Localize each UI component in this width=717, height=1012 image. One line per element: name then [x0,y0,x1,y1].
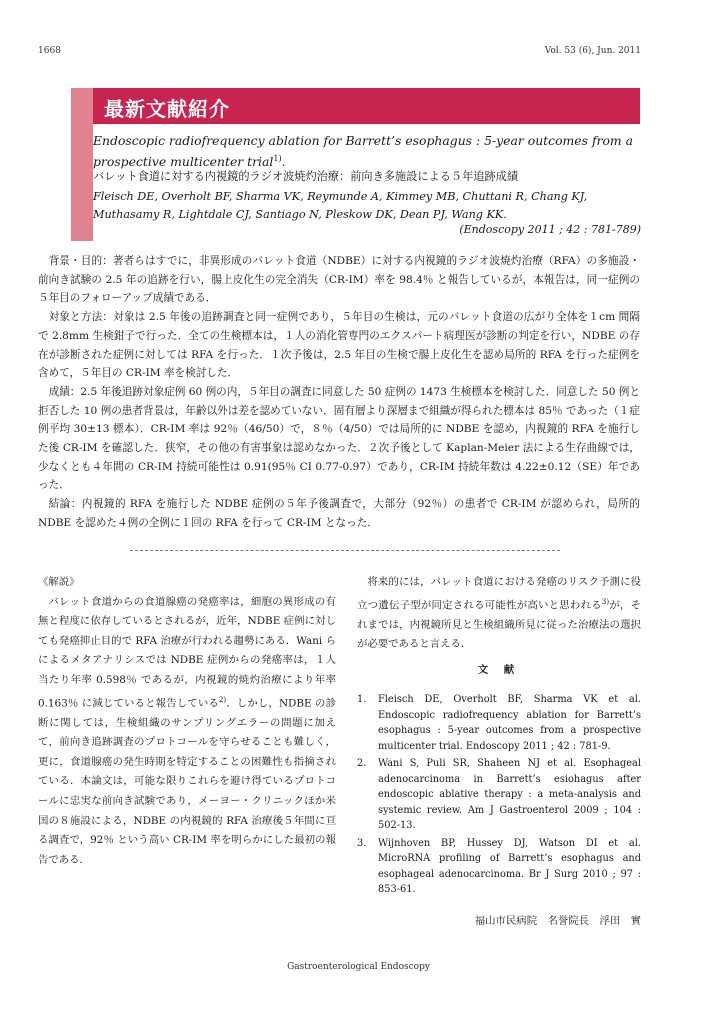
commentary-ref-2: 3) [601,597,610,606]
section-divider [130,550,560,551]
commentary-heading: 《解説》 [38,576,80,588]
summary-methods: 対象と方法：対象は 2.5 年後の追跡調査と同一症例であり，５年目の生検は，元のバレット食道の広がり全体を１cm 間隔で 2.8mm 生検鉗子で行った．全ての生検標本は，１人の消化管専門のエクスパート病理医が診断の判定を行い，NDBE の存在が診断された症例に対しては RFA を行った．１次予後は，2.5 年目の生検で腸上皮化生を認め局所的 RFA を行った症例を含めて，５年目の CR‑IM 率を検討した． [38,311,640,380]
commentary-paragraph [38,593,336,871]
section-side-bar [71,88,93,241]
article-title-text: Endoscopic radiofrequency ablation for Barrett’s esophagus : 5‑year outcomes from a prospective multicenter trial [93,133,633,170]
summary-conclusion: 結論：内視鏡的 RFA を施行した NDBE 症例の５年予後調査で，大部分（92％）の患者で CR‑IM が認められ，局所的 NDBE を認めた４例の全例に１回の RFA を行って CR‑IM となった． [38,498,640,529]
commentary-text: バレット食道からの食道腺癌の発癌率は，細胞の異形成の有無と程度に依存しているとされるが，近年，NDBE 症例に対しても発癌抑止目的で RFA 治療が行われる趨勢にある．Wani らによるメタアナリシスでは NDBE 症例からの発癌率は，１人当たり年率 0.598％ であるが，内視鏡的焼灼治療により年率 0.163％ に減じていると報告している [38,595,336,710]
references-heading: 文 献 [477,663,521,676]
reference-number: 2. [357,758,367,770]
summary-background: 背景・目的：著者らはすでに，非異形成のバレット食道（NDBE）に対する内視鏡的ラジオ波焼灼治療（RFA）の多施設・前向き試験の 2.5 年の追跡を行い，腸上皮化生の完全消失（CR‑IM）率を 98.4％ と報告しているが，本報告は，同一症例の５年目のフォローアップ成績である． [38,255,640,305]
reference-item [357,836,641,898]
article-authors: Fleisch DE, Overholt BF, Sharma VK, Reymunde A, Kimmey MB, Chuttani R, Chang KJ, Muthasamy R, Lightdale CJ, Santiago N, Pleskow DK, Dean PJ, Wang KK. [93,190,588,221]
author-affiliation: 福山市民病院 名誉院長 浮田 實 [474,914,641,927]
reference-item [357,692,641,754]
commentary-text-cont: ．しかし，NDBE の診断に関しては，生検組織のサンプリングエラーの問題に加えて，前向き追跡調査のプロトコールを守らせることも難しく，更に，食道腺癌の発生時期を特定することの困難性も指摘されている．本論文は，可能な限りこれらを避け得ているプロトコールに忠実な前向き試験であり，メーヨー・クリニックほか米国の８施設による，NDBE の内視鏡的 RFA 治療後５年間に亘る調査で，92％ という高い CR‑IM 率を明らかにした最初の報告である． [38,697,336,866]
article-title [93,132,641,171]
journal-volume-info: Vol. 53 (6), Jun. 2011 [544,46,641,56]
reference-item [357,756,641,834]
reference-number: 3. [357,837,367,849]
page-number: 1668 [38,46,61,56]
article-citation: (Endoscopy 2011 ; 42 : 781‑789) [459,223,641,236]
reference-text: Wani S, Puli SR, Shaheen NJ et al. Esophageal adenocarcinoma in Barrett’s esiohagus after endoscopic ablative therapy : a meta‑analysis and systemic review. Am J Gastroenterol 2009 ; 104 : 502‑13. [378,758,641,832]
article-title-ref: 1) [273,154,282,163]
journal-footer: Gastroenterological Endoscopy [287,962,430,972]
abstract-summary [38,252,640,533]
article-title-suffix: . [281,154,286,170]
summary-results: 成績：2.5 年後追跡対象症例 60 例の内，５年目の調査に同意した 50 症例の 1473 生検標本を検討した．同意した 50 例と拒否した 10 例の患者背景は，年齢以外は差を認めていない．固有層より深層まで組織が得られた標本は 85％ であった（１症例平均 30±13 標本）．CR‑IM 率は 92％（46/50）で，８％（4/50）では局所的に NDBE を認め，内視鏡的 RFA を施行した後 CR‑IM を確認した．狭窄，その他の有害事象は認めなかった．２次予後として Kaplan‑Meier 法による生存曲線では，少なくとも４年間の CR‑IM 持続可能性は 0.91(95％ CI 0.77‑0.97）であり，CR‑IM 持続年数は 4.22±0.12（SE）年であった． [38,385,640,492]
references-list [357,692,641,898]
commentary-paragraph-2 [357,573,641,655]
reference-text: Wijnhoven BP, Hussey DJ, Watson DI et al. MicroRNA profiling of Barrett’s esophagus and esophageal adenocarcinoma. Br J Surg 2010 ; 97 : 853‑61. [378,837,641,896]
reference-number: 1. [357,694,367,706]
commentary-text-2-cont: が，それまでは，内視鏡所見と生検組織所見に従った治療法の選択が必要であると言える． [357,599,642,651]
reference-text: Fleisch DE, Overholt BF, Sharma VK et al. Endoscopic radiofrequency ablation for Barrett’s esophagus : 5‑year outcomes from a prospective multicenter trial. Endoscopy 2011 ; 42 : 781‑9. [378,694,641,752]
article-title-japanese: バレット食道に対する内視鏡的ラジオ波焼灼治療：前向き多施設による５年追跡成績 [93,170,519,183]
commentary-ref: 2) [218,695,227,704]
commentary-column [38,573,336,870]
right-column [357,573,641,932]
commentary-text-2: 将来的には，バレット食道における発癌のリスク予測に役立つ遺伝子型が同定される可能性が高いと思われる [357,576,641,612]
section-title: 最新文献紹介 [104,97,230,121]
